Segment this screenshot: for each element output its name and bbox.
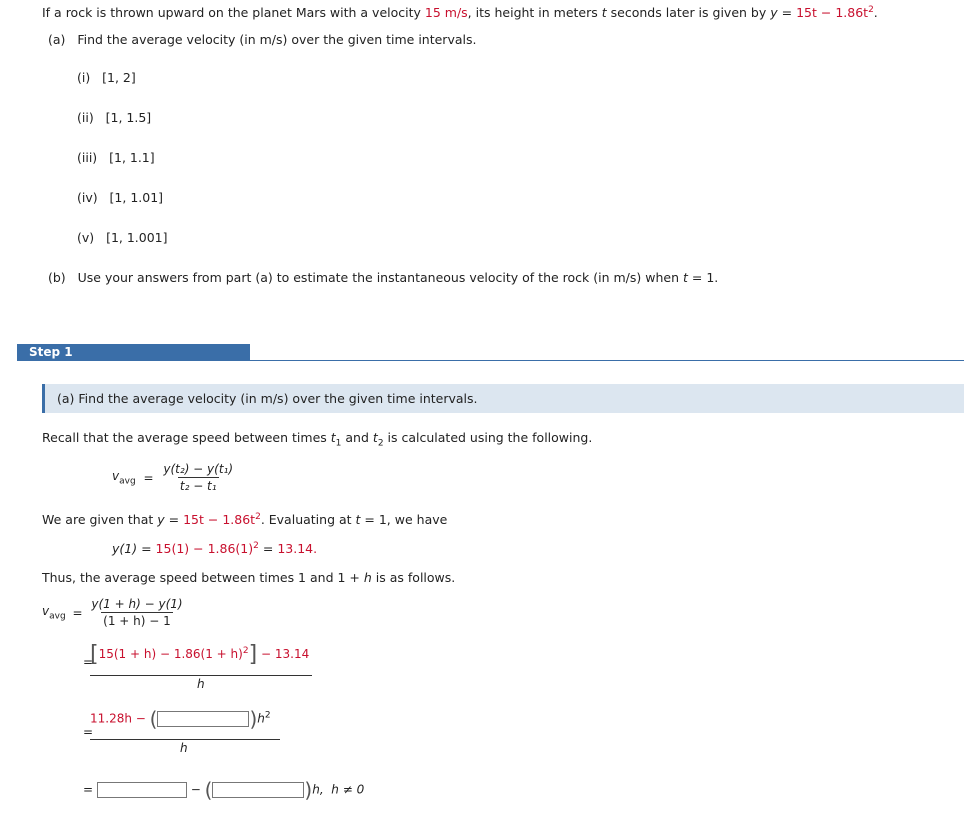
left-bracket: [ [90,642,99,667]
y1-evaluation [112,541,317,556]
h-condition: h ≠ 0 [331,782,365,797]
var-v: v [42,603,50,618]
row-2-expression: $15(1 + h) - 1.86(1 + h)^2$ [98,646,249,661]
problem-statement [42,5,878,20]
difference-quotient [89,597,184,628]
banner-text: (a) Find the average velocity (in m/s) over the given time intervals. [57,391,478,406]
sub-avg: avg [49,611,66,622]
row-2-constant: − 13.14 [261,647,310,661]
var-t: t [683,270,688,285]
row-2-fraction-bar [90,675,312,676]
interval-number: (iii) [77,150,98,165]
intro-text-2: , its height in meters [467,5,598,21]
interval-item [77,110,151,125]
interval-item [77,190,163,205]
var-t: t [355,512,361,528]
equals: = [143,470,154,485]
equals: = [781,5,793,21]
part-a-text: Find the average velocity (in m/s) over the given time intervals. [77,32,477,47]
sub-2: 2 [377,438,384,449]
var-t: t [372,430,378,445]
y1-lhs: y(1) = [112,541,152,557]
recall-and: and [345,430,369,445]
constant-answer-box[interactable] [97,782,187,798]
var-y: y [157,512,165,528]
velocity-value: 15 m/s [424,5,468,21]
right-paren: ) [304,778,313,802]
step-divider [17,360,964,361]
interval-range: [1, 2] [102,70,136,85]
row-3-fraction-bar [90,739,280,740]
var-t: t [330,430,336,445]
var-h: h, [312,782,324,797]
equals: = [262,541,274,557]
step-banner [42,384,964,413]
fraction-numerator: y(t₂) − y(t₁) [163,462,234,476]
interval-item [77,70,136,85]
interval-number: (i) [77,70,91,85]
given-part: = 1, we have [360,512,448,528]
part-a-label: (a) [48,32,66,47]
recall-part: Recall that the average speed between times [42,430,327,445]
interval-number: (ii) [77,110,94,125]
fraction-numerator: y(1 + h) − y(1) [91,597,183,611]
right-paren: ) [249,707,258,731]
period: . [873,5,878,21]
interval-range: [1, 1.001] [106,230,168,245]
part-b-prompt [48,270,718,285]
exponent-2: 2 [264,710,271,721]
part-a-prompt [48,32,476,47]
interval-range: [1, 1.1] [109,150,155,165]
fraction-denominator: (1 + h) − 1 [103,614,171,628]
y1-expression: $15(1) - 1.86(1)^2$ [155,541,259,557]
thus-text [42,570,455,585]
var-h: h [257,711,265,726]
interval-item [77,230,168,245]
equals: = [83,782,94,797]
var-t: t [601,5,607,21]
interval-number: (iv) [77,190,98,205]
row-2-numerator [90,642,309,667]
given-formula: $15t - 1.86t^2$ [183,512,261,528]
left-paren: ( [149,707,158,731]
interval-number: (v) [77,230,95,245]
var-h: h [363,570,372,585]
row-3-denominator: h [180,741,188,755]
equals: = [72,605,83,620]
equals: = [168,512,180,528]
vavg-definition [112,462,235,493]
row-4 [83,778,364,802]
intro-text: If a rock is thrown upward on the planet Mars with a velocity [42,5,421,21]
part-b-tail: = 1. [687,270,719,285]
row-2-denominator: h [197,677,205,691]
right-bracket: ] [248,642,258,667]
intro-text-3: seconds later is given by [610,5,767,21]
height-formula: $15t - 1.86t^2$ [796,5,874,21]
minus-sign: − [190,782,201,797]
thus-part: is as follows. [375,570,456,585]
derivation-row-1 [42,597,185,628]
part-b-text: Use your answers from part (a) to estimate the instantaneous velocity of the rock (in m/s) when [77,270,680,285]
sub-avg: avg [119,476,136,487]
fraction-denominator: t₂ − t₁ [179,479,217,493]
equals-row-3: = [83,725,94,739]
coefficient-answer-box-2[interactable] [212,782,304,798]
var-v: v [112,468,120,483]
interval-item [77,150,155,165]
sub-1: 1 [335,438,342,449]
thus-part: Thus, the average speed between times 1 and 1 + [42,570,360,585]
part-b-label: (b) [48,270,66,285]
recall-part: is calculated using the following. [387,430,593,445]
equals-row-2: = [83,655,94,669]
interval-range: [1, 1.5] [105,110,152,125]
given-part: . Evaluating at [260,512,352,528]
row-3-expression: 11.28h − [90,711,146,726]
given-part: We are given that [42,512,154,528]
vavg-fraction [161,462,235,493]
var-y: y [770,5,778,21]
row-3-numerator [90,707,271,731]
y1-value: 13.14. [277,541,318,557]
recall-text [42,430,592,449]
step-tab[interactable]: Step 1 [17,344,250,361]
given-text [42,512,447,527]
coefficient-answer-box-1[interactable] [157,711,249,727]
interval-range: [1, 1.01] [109,190,164,205]
left-paren: ( [204,778,213,802]
